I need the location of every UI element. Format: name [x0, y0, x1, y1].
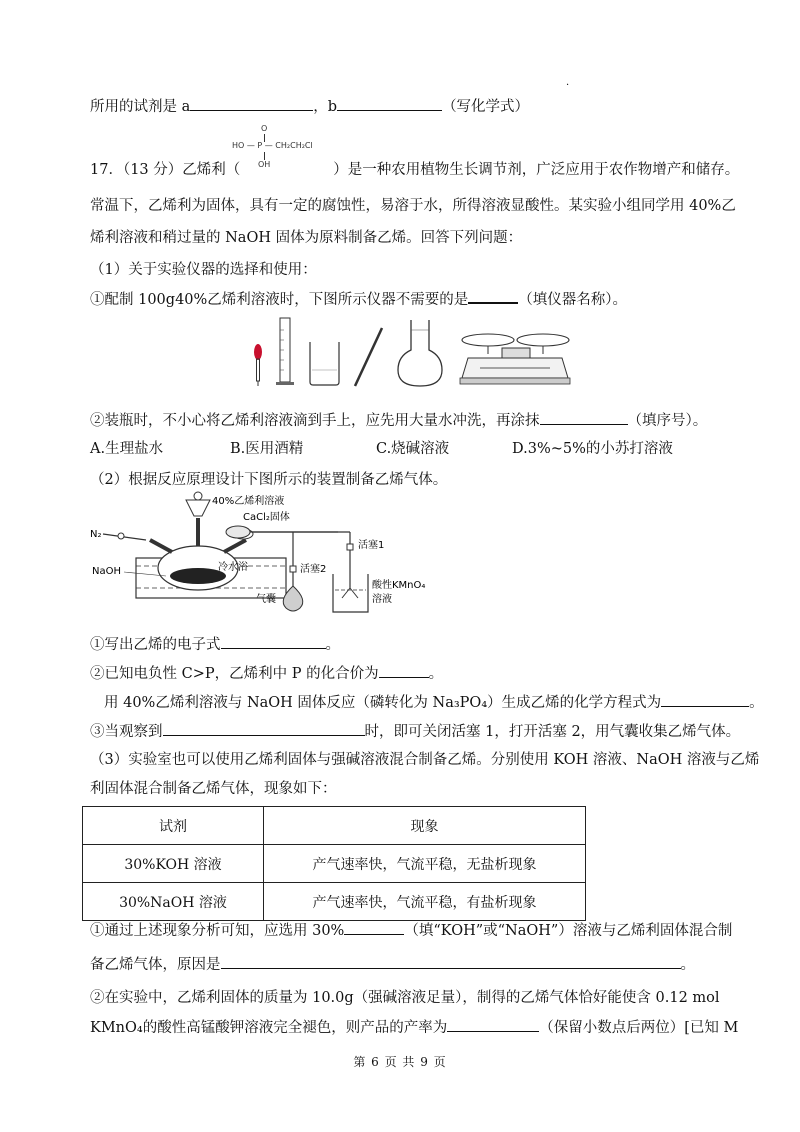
table-header-row [83, 807, 586, 845]
part2-title: （2）根据反应原理设计下图所示的装置制备乙烯气体。 [90, 472, 448, 488]
part3-line1: （3）实验室也可以使用乙烯利固体与强碱溶液混合制备乙烯。分别使用 KOH 溶液、NaOH 溶液与乙烯 [90, 752, 760, 768]
instruments-figure [240, 310, 580, 390]
q17-title [90, 160, 739, 180]
table-header: 现象 [264, 807, 586, 845]
part2-q3-suffix: 时，即可关闭活塞 1，打开活塞 2，用气囊收集乙烯气体。 [364, 724, 741, 740]
table-cell: 产气速率快，气流平稳，无盐析现象 [264, 845, 586, 883]
valve1-label: 活塞1 [358, 540, 385, 551]
answer-blank-observe[interactable] [163, 721, 365, 736]
part1-title: （1）关于实验仪器的选择和使用： [90, 262, 317, 278]
table-cell: 30%NaOH 溶液 [83, 883, 264, 921]
part3-q2-line2 [90, 1017, 738, 1038]
part2-q3 [90, 721, 740, 742]
q16-mid: ，b [313, 99, 338, 115]
n2-label: N₂ [90, 529, 102, 540]
stray-dot: · [566, 80, 570, 91]
part3-q2-text: KMnO₄的酸性高锰酸钾溶液完全褪色，则产品的产率为 [90, 1020, 448, 1036]
answer-blank-b[interactable] [337, 96, 442, 111]
naoh-label: NaOH [92, 566, 121, 577]
answer-blank-equation[interactable] [661, 692, 749, 707]
results-table [82, 806, 586, 921]
option-c[interactable]: C.烧碱溶液 [376, 441, 450, 457]
answer-blank-electron[interactable] [221, 634, 326, 649]
part2-q2b-end: 。 [749, 695, 764, 711]
option-a[interactable]: A.生理盐水 [90, 441, 164, 457]
bath-label: 冷水浴 [218, 562, 248, 573]
answer-blank-reason[interactable] [221, 954, 681, 969]
q16-prefix: 所用的试剂是 a [90, 99, 191, 115]
part3-q1-suffix: （填“KOH”或“NaOH”）溶液与乙烯利固体混合制 [404, 923, 733, 939]
q16-suffix: （写化学式） [442, 99, 530, 115]
volumetric-flask-icon [398, 320, 442, 386]
table-cell: 30%KOH 溶液 [83, 845, 264, 883]
part2-q1 [90, 634, 340, 655]
q16-line [90, 96, 529, 117]
q17-number: 17．（13 分）乙烯利（ [90, 162, 241, 178]
valve2-icon [290, 566, 296, 572]
answer-blank-valence[interactable] [379, 663, 429, 678]
drying-tube [226, 510, 338, 539]
table-cell: 产气速率快，气流平稳，有盐析现象 [264, 883, 586, 921]
part2-q2 [90, 663, 443, 684]
structure-bond-bottom [264, 152, 265, 160]
answer-blank-a[interactable] [190, 96, 313, 111]
q17-line2: 常温下，乙烯利为固体，具有一定的腐蚀性，易溶于水，所得溶液显酸性。某实验小组同学用 40%乙 [90, 198, 736, 214]
answer-blank-instrument[interactable] [468, 288, 518, 304]
structure-oh: OH [258, 160, 271, 169]
part2-q2b [104, 692, 764, 713]
structure-o: O [261, 124, 268, 133]
table-row [83, 845, 586, 883]
part1-q1-text: ①配制 100g40%乙烯利溶液时，下图所示仪器不需要的是 [90, 292, 469, 308]
part3-q1 [90, 920, 732, 941]
q17-line3: 烯利溶液和稍过量的 NaOH 固体为原料制备乙烯。回答下列问题： [90, 230, 523, 246]
part3-line2: 利固体混合制备乙烯气体，现象如下： [90, 781, 337, 797]
part3-q2-suffix: （保留小数点后两位）[已知 M [539, 1020, 739, 1036]
kmno4-beaker [333, 574, 425, 612]
answer-blank-yield[interactable] [447, 1017, 539, 1032]
balance-icon [460, 334, 570, 384]
glass-rod-icon [355, 328, 382, 386]
valve2-label: 活塞2 [300, 564, 327, 575]
answer-blank-reagent[interactable] [344, 920, 404, 935]
part2-q2b-text: 用 40%乙烯利溶液与 NaOH 固体反应（磷转化为 Na₃PO₄）生成乙烯的化学方程式为 [104, 695, 662, 711]
option-b[interactable]: B.医用酒精 [230, 441, 304, 457]
apparatus-diagram [88, 490, 508, 620]
part1-q2-suffix: （填序号）。 [627, 413, 708, 429]
part3-q2: ②在实验中，乙烯利固体的质量为 10.0g（强碱溶液足量），制得的乙烯气体恰好能使含 0.12 mol [90, 990, 720, 1006]
part1-q1 [90, 288, 627, 310]
graduated-cylinder-icon [276, 318, 294, 385]
part1-q1-suffix: （填仪器名称）。 [518, 292, 628, 308]
dropper-icon [254, 344, 262, 386]
kmno4-label2: 溶液 [372, 594, 392, 605]
part2-q2-text: ②已知电负性 C>P，乙烯利中 P 的化合价为 [90, 666, 379, 682]
structure-main: HO — P — CH₂CH₂Cl [232, 141, 313, 150]
q17-intro: ）是一种农用植物生长调节剂，广泛应用于农作物增产和储存。 [333, 162, 740, 178]
answer-blank-rinse[interactable] [540, 410, 628, 425]
outlet-tube [250, 532, 384, 588]
part3-q1-reason-end: 。 [680, 957, 695, 973]
part2-q1-end: 。 [325, 637, 340, 653]
balloon-label: 气囊 [256, 594, 276, 605]
cacl2-label: CaCl₂固体 [243, 512, 290, 523]
n2-inlet [90, 529, 146, 540]
part2-q2-end: 。 [428, 666, 444, 682]
kmno4-label: 酸性KMnO₄ [372, 580, 426, 591]
part1-q2 [90, 410, 707, 431]
table-row [83, 883, 586, 921]
part3-q1-reason [90, 954, 695, 975]
part2-q3-text: ③当观察到 [90, 724, 163, 740]
table-header: 试剂 [83, 807, 264, 845]
option-d[interactable]: D.3%~5%的小苏打溶液 [512, 441, 673, 457]
page-footer: 第 6 页 共 9 页 [353, 1055, 447, 1069]
part1-q2-text: ②装瓶时，不小心将乙烯利溶液滴到手上，应先用大量水冲洗，再涂抹 [90, 413, 540, 429]
valve1-icon [347, 544, 353, 550]
part3-q1-reason-text: 备乙烯气体，原因是 [90, 957, 221, 973]
funnel-label: 40%乙烯利溶液 [212, 496, 285, 507]
beaker-icon [310, 342, 339, 385]
part2-q1-text: ①写出乙烯的电子式 [90, 637, 221, 653]
part3-q1-text: ①通过上述现象分析可知，应选用 30% [90, 923, 345, 939]
